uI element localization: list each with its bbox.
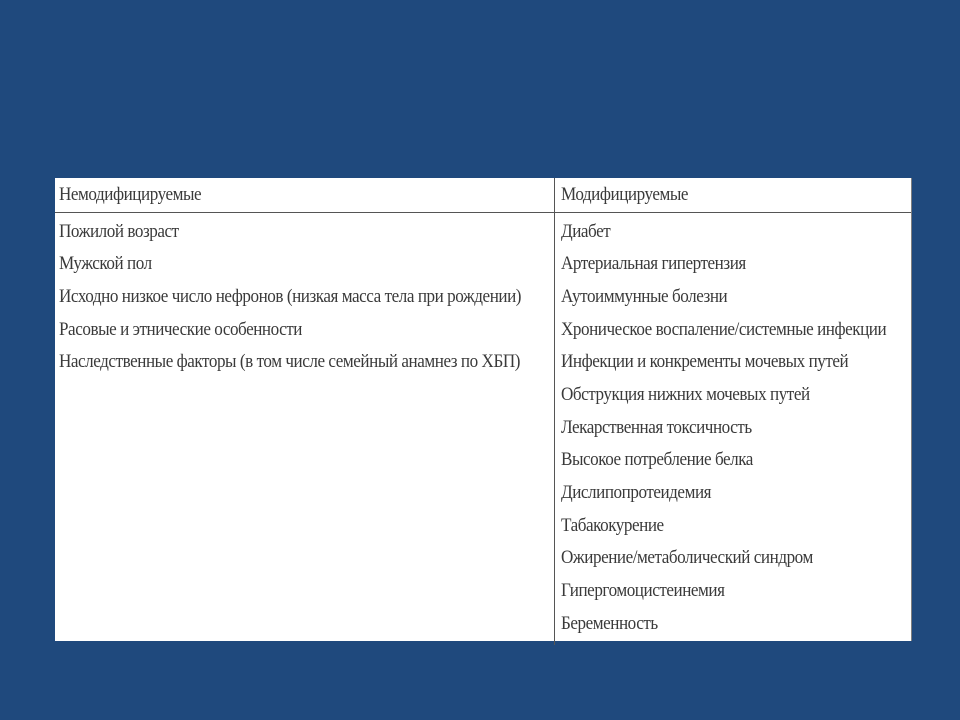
list-item: Артериальная гипертензия [560,253,746,275]
list-item: Высокое потребление белка [560,449,753,471]
header-non-modifiable: Немодифицируемые [55,178,554,212]
list-item: Табакокурение [560,514,664,536]
list-item: Пожилой возраст [59,220,179,242]
list-item: Инфекции и конкременты мочевых путей [560,351,848,373]
modifiable-list [561,221,912,646]
list-item: Гипергомоцистеинемия [560,580,725,602]
list-item: Хроническое воспаление/системные инфекции [560,318,886,340]
list-item: Беременность [560,612,658,634]
list-item: Лекарственная токсичность [560,416,752,438]
list-item: Обструкция нижних мочевых путей [560,383,810,405]
list-item: Аутоиммунные болезни [560,285,727,307]
modifiable-cell [554,212,911,645]
non-modifiable-cell [55,212,554,645]
table [55,178,911,645]
list-item: Расовые и этнические особенности [59,318,303,340]
list-item: Ожирение/метаболический синдром [560,547,813,569]
list-item: Диабет [560,220,610,242]
risk-factors-table [55,178,912,641]
table-header-row [55,178,911,212]
list-item: Дислипопротеидемия [560,482,711,503]
list-item: Исходно низкое число нефронов (низкая масса тела при рождении) [59,285,522,307]
table-body-row [55,212,911,645]
list-item: Мужской пол [59,253,152,275]
non-modifiable-list [59,221,554,384]
list-item: Наследственные факторы (в том числе семейный анамнез по ХБП) [59,351,520,373]
header-modifiable: Модифицируемые [554,178,911,212]
